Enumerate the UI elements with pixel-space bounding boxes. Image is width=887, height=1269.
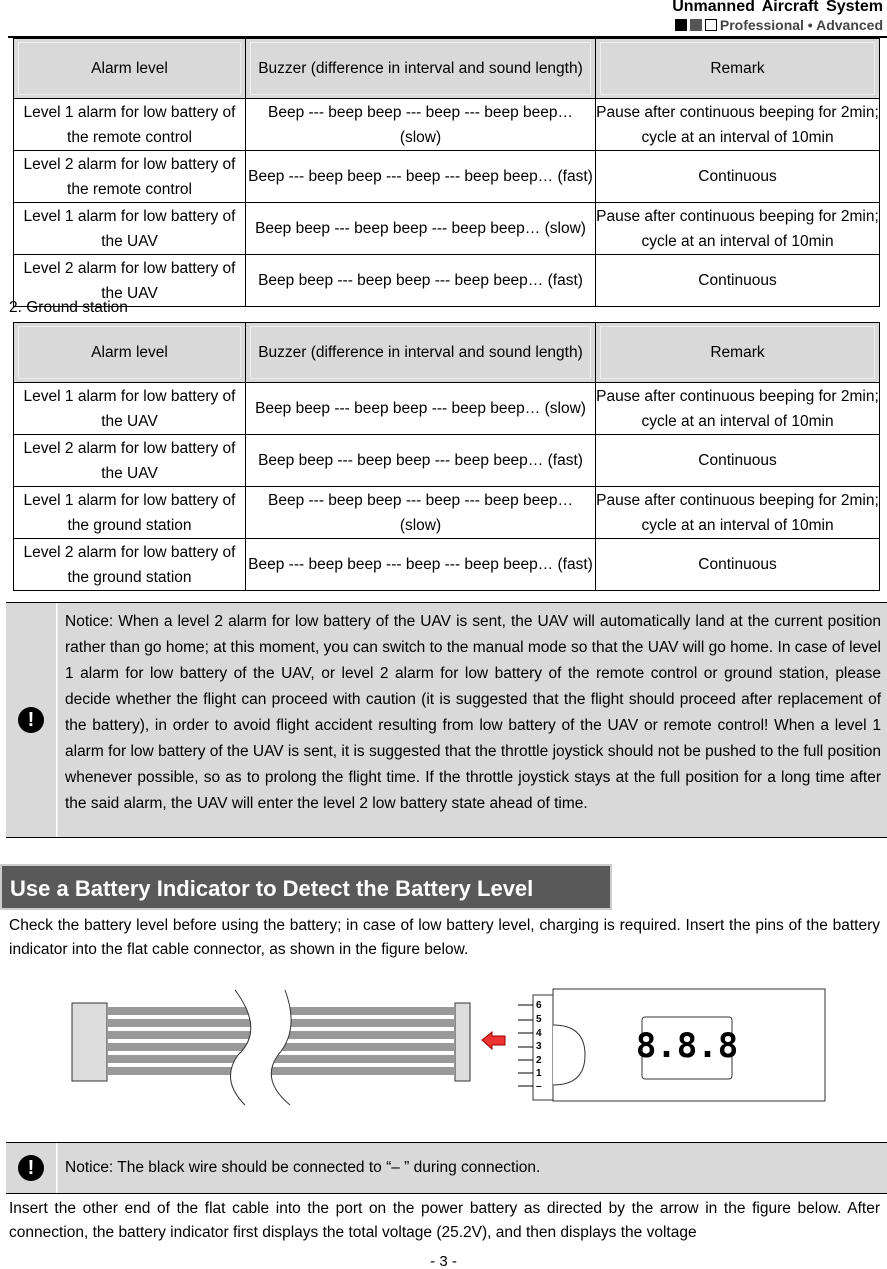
table-cell: Continuous bbox=[596, 255, 880, 307]
battery-indicator-figure bbox=[60, 985, 840, 1110]
column-header: Remark bbox=[600, 326, 875, 379]
pin-label: – bbox=[536, 1081, 542, 1092]
notice-text: Notice: When a level 2 alarm for low battery of the UAV is sent, the UAV will automatically land at the current position rather than go home; at this moment, you can switch to the manual mode so that the UAV will go home. In case of level 1 alarm for low battery of the UAV, or level 2 alarm for low battery of the remote control or ground station, please decide whether the flight can proceed with caution (it is suggested that the flight should proceed after replacement of the battery), in order to avoid flight accident resulting from low battery of the UAV or remote control! When a level 1 alarm for low battery of the UAV is sent, it is suggested that the throttle joystick should not be pushed to the full position whenever possible, so as to prolong the flight time. If the throttle joystick stays at the full position for a long time after the said alarm, the UAV will enter the level 2 low battery state ahead of time. bbox=[57, 603, 887, 837]
table-cell: Continuous bbox=[596, 539, 880, 591]
table-cell: Continuous bbox=[596, 151, 880, 203]
table-cell: Level 1 alarm for low battery of the ground station bbox=[14, 487, 246, 539]
column-header: Remark bbox=[600, 42, 875, 95]
table-cell: Continuous bbox=[596, 435, 880, 487]
remote-alarm-table bbox=[13, 38, 880, 307]
pin-label: 5 bbox=[536, 1014, 542, 1025]
table-cell: Beep beep --- beep beep --- beep beep… (slow) bbox=[246, 203, 596, 255]
arrow-icon bbox=[482, 1032, 505, 1049]
table-cell: Beep --- beep beep --- beep --- beep beep… (fast) bbox=[246, 151, 596, 203]
table-cell: Pause after continuous beeping for 2min; cycle at an interval of 10min bbox=[596, 487, 880, 539]
pin-label: 2 bbox=[536, 1055, 542, 1066]
table-cell: Beep --- beep beep --- beep --- beep beep… (fast) bbox=[246, 539, 596, 591]
header-subtitle bbox=[675, 17, 883, 33]
table-cell: Level 2 alarm for low battery of the UAV bbox=[14, 255, 246, 307]
table-row bbox=[14, 435, 880, 487]
table-row bbox=[14, 539, 880, 591]
table-header-row bbox=[14, 323, 880, 383]
flat-cable bbox=[72, 990, 470, 1105]
table-cell: Level 1 alarm for low battery of the UAV bbox=[14, 383, 246, 435]
table-cell: Beep --- beep beep --- beep --- beep beep… (slow) bbox=[246, 487, 596, 539]
notice-text-2: Notice: The black wire should be connected to “– ” during connection. bbox=[57, 1143, 887, 1193]
notice-box bbox=[6, 602, 887, 838]
table-row bbox=[14, 383, 880, 435]
column-header: Alarm level bbox=[18, 42, 241, 95]
table-row bbox=[14, 99, 880, 151]
warning-icon: ! bbox=[18, 1155, 44, 1181]
table-cell: Level 2 alarm for low battery of the ground station bbox=[14, 539, 246, 591]
table-row bbox=[14, 203, 880, 255]
section-heading: Use a Battery Indicator to Detect the Battery Level bbox=[0, 864, 612, 910]
header-subtitle-text: Professional • Advanced bbox=[719, 17, 883, 33]
table-row bbox=[14, 255, 880, 307]
table-cell: Pause after continuous beeping for 2min; cycle at an interval of 10min bbox=[596, 383, 880, 435]
battery-indicator bbox=[518, 989, 825, 1101]
table-cell: Pause after continuous beeping for 2min; cycle at an interval of 10min bbox=[596, 203, 880, 255]
ground-station-label: 2. Ground station bbox=[9, 299, 128, 316]
table-row bbox=[14, 151, 880, 203]
table-header-row bbox=[14, 39, 880, 99]
pin-label: 3 bbox=[536, 1041, 542, 1052]
header-title: Unmanned Aircraft System bbox=[672, 0, 883, 15]
column-header: Alarm level bbox=[18, 326, 241, 379]
ground-alarm-table bbox=[13, 322, 880, 591]
notice-box-2 bbox=[6, 1142, 887, 1194]
column-header: Buzzer (difference in interval and sound length) bbox=[250, 42, 591, 95]
column-header: Buzzer (difference in interval and sound length) bbox=[250, 326, 591, 379]
warning-icon: ! bbox=[18, 707, 44, 733]
pin-label: 1 bbox=[536, 1068, 542, 1079]
paragraph: Insert the other end of the flat cable into the port on the power battery as directed by the arrow in the figure below. After connection, the battery indicator first displays the total voltage (25.2V), and then displays the voltage bbox=[9, 1200, 880, 1241]
table-cell: Beep beep --- beep beep --- beep beep… (fast) bbox=[246, 435, 596, 487]
pin-label: 6 bbox=[536, 1000, 542, 1011]
page-number: - 3 - bbox=[430, 1253, 457, 1269]
table-cell: Level 2 alarm for low battery of the UAV bbox=[14, 435, 246, 487]
table-cell: Beep beep --- beep beep --- beep beep… (fast) bbox=[246, 255, 596, 307]
pin-label: 4 bbox=[536, 1028, 542, 1039]
table-cell: Level 2 alarm for low battery of the remote control bbox=[14, 151, 246, 203]
table-cell: Beep beep --- beep beep --- beep beep… (slow) bbox=[246, 383, 596, 435]
table-cell: Beep --- beep beep --- beep --- beep beep… (slow) bbox=[246, 99, 596, 151]
table-cell: Level 1 alarm for low battery of the UAV bbox=[14, 203, 246, 255]
table-cell: Pause after continuous beeping for 2min; cycle at an interval of 10min bbox=[596, 99, 880, 151]
lcd-display: 8.8.8 bbox=[635, 1026, 739, 1066]
table-row bbox=[14, 487, 880, 539]
table-cell: Level 1 alarm for low battery of the remote control bbox=[14, 99, 246, 151]
paragraph: Check the battery level before using the battery; in case of low battery level, charging is required. Insert the pins of the battery indicator into the flat cable connector, as shown in the figure below. bbox=[9, 917, 880, 958]
